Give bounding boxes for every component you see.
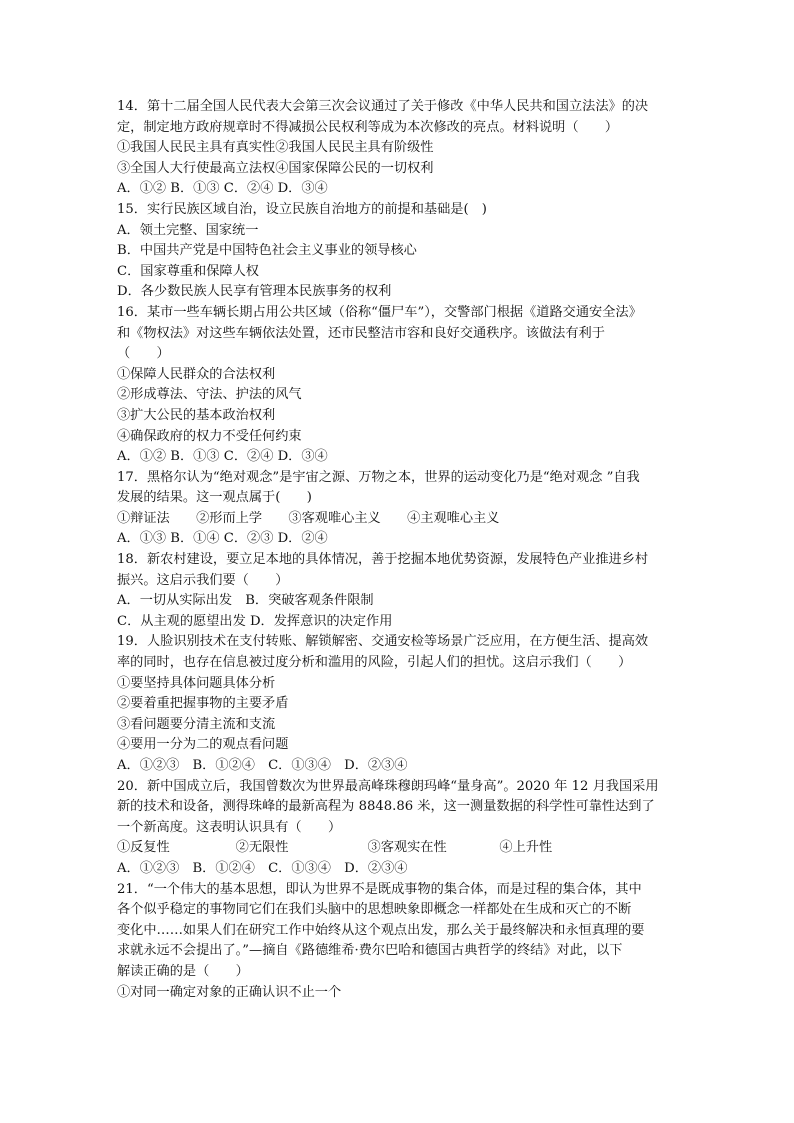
- question-line: 解读正确的是（ ）: [117, 963, 249, 979]
- question-line: 16．某市一些车辆长期占用公共区域（俗称“僵尸车”），交警部门根据《道路交通安全法》: [117, 304, 642, 320]
- question-line: 21．“一个伟大的基本思想，即认为世界不是既成事物的集合体，而是过程的集合体，其中: [117, 881, 642, 897]
- question-line: A．①②③ B．①②④ C．①③④ D．②③④: [117, 758, 408, 773]
- question-line: 求就永远不会提出了。”—摘自《路德维希·费尔巴哈和德国古典哲学的终结》对此，以下: [117, 943, 623, 959]
- question-20: [117, 777, 677, 880]
- question-15: [117, 200, 677, 303]
- question-line: ②要着重把握事物的主要矛盾: [117, 696, 289, 712]
- question-line: 变化中……如果人们在研究工作中始终从这个观点出发，那么关于最终解决和永恒真理的要: [117, 922, 645, 938]
- question-line: ②形成尊法、守法、护法的风气: [117, 387, 302, 403]
- question-line: 18．新农村建设，要立足本地的具体情况，善于挖掘本地优势资源，发展特色产业推进乡村: [117, 552, 649, 568]
- question-line: 20．新中国成立后，我国曾数次为世界最高峰珠穆朗玛峰“量身高”。2020 年 12 月我国采用: [117, 778, 659, 794]
- question-line: A．①② B．①③ C．②④ D．③④: [117, 449, 328, 465]
- question-line: 定，制定地方政府规章时不得减损公民权利等成为本次修改的亮点。材料说明（ ）: [117, 119, 619, 135]
- question-line: D．各少数民族人民享有管理本民族事务的权利: [117, 284, 392, 300]
- question-line: 19．人脸识别技术在支付转账、解锁解密、交通安检等场景广泛应用，在方便生活、提高效: [117, 634, 649, 650]
- question-line: ①保障人民群众的合法权利: [117, 366, 276, 382]
- question-line: ①辩证法 ②形而上学 ③客观唯心主义 ④主观唯心主义: [117, 510, 500, 526]
- question-line: ③看问题要分清主流和支流: [117, 716, 276, 732]
- question-line: （ ）: [117, 346, 170, 362]
- question-line: ①对同一确定对象的正确认识不止一个: [117, 984, 342, 1000]
- question-line: B．中国共产党是中国特色社会主义事业的领导核心: [117, 243, 417, 259]
- question-line: A．①②③ B．①②④ C．①③④ D．②③④: [117, 860, 408, 876]
- question-line: ④确保政府的权力不受任何约束: [117, 428, 302, 444]
- question-line: 新的技术和设备，测得珠峰的最新高程为 8848.86 米，这一测量数据的科学性可靠性达到了: [117, 799, 655, 815]
- question-17: [117, 468, 677, 550]
- question-line: ③全国人大行使最高立法权④国家保障公民的一切权利: [117, 160, 434, 176]
- question-line: ①要坚持具体问题具体分析: [117, 675, 276, 691]
- question-14: [117, 97, 677, 200]
- question-line: 和《物权法》对这些车辆依法处置，还市民整洁市容和良好交通秩序。该做法有利于: [117, 325, 605, 341]
- question-line: C．从主观的愿望出发 D．发挥意识的决定作用: [117, 613, 393, 629]
- question-line: A．①② B．①③ C．②④ D．③④: [117, 181, 328, 197]
- question-line: 一个新高度。这表明认识具有（ ）: [117, 819, 342, 835]
- question-line: ③扩大公民的基本政治权利: [117, 407, 276, 423]
- question-line: A．①③ B．①④ C．②③ D．②④: [117, 531, 328, 547]
- question-line: ①反复性 ②无限性 ③客观实在性 ④上升性: [117, 840, 553, 856]
- question-line: C．国家尊重和保障人权: [117, 263, 259, 279]
- question-21: [117, 880, 677, 1004]
- question-18: [117, 550, 677, 632]
- question-line: 率的同时，也存在信息被过度分析和滥用的风险，引起人们的担忧。这启示我们（ ）: [117, 655, 632, 671]
- question-line: 17．黑格尔认为“绝对观念”是宇宙之源、万物之本，世界的运动变化乃是“绝对观念 ”自我: [117, 469, 640, 485]
- question-line: 14．第十二届全国人民代表大会第三次会议通过了关于修改《中华人民共和国立法法》的决: [117, 99, 649, 114]
- question-line: A．一切从实际出发 B．突破客观条件限制: [117, 593, 374, 609]
- question-16: [117, 303, 677, 468]
- question-line: ④要用一分为二的观点看问题: [117, 737, 289, 753]
- question-line: ①我国人民民主具有真实性②我国人民民主具有阶级性: [117, 140, 434, 156]
- question-line: 振兴。这启示我们要（ ）: [117, 572, 289, 588]
- question-19: [117, 632, 677, 776]
- exam-page: [117, 97, 677, 1003]
- question-line: A．领土完整、国家统一: [117, 222, 259, 238]
- question-line: 15．实行民族区域自治，设立民族自治地方的前提和基础是( ): [117, 201, 487, 217]
- question-line: 各个似乎稳定的事物同它们在我们头脑中的思想映象即概念一样都处在生成和灭亡的不断: [117, 902, 632, 918]
- question-line: 发展的结果。这一观点属于( ): [117, 490, 312, 506]
